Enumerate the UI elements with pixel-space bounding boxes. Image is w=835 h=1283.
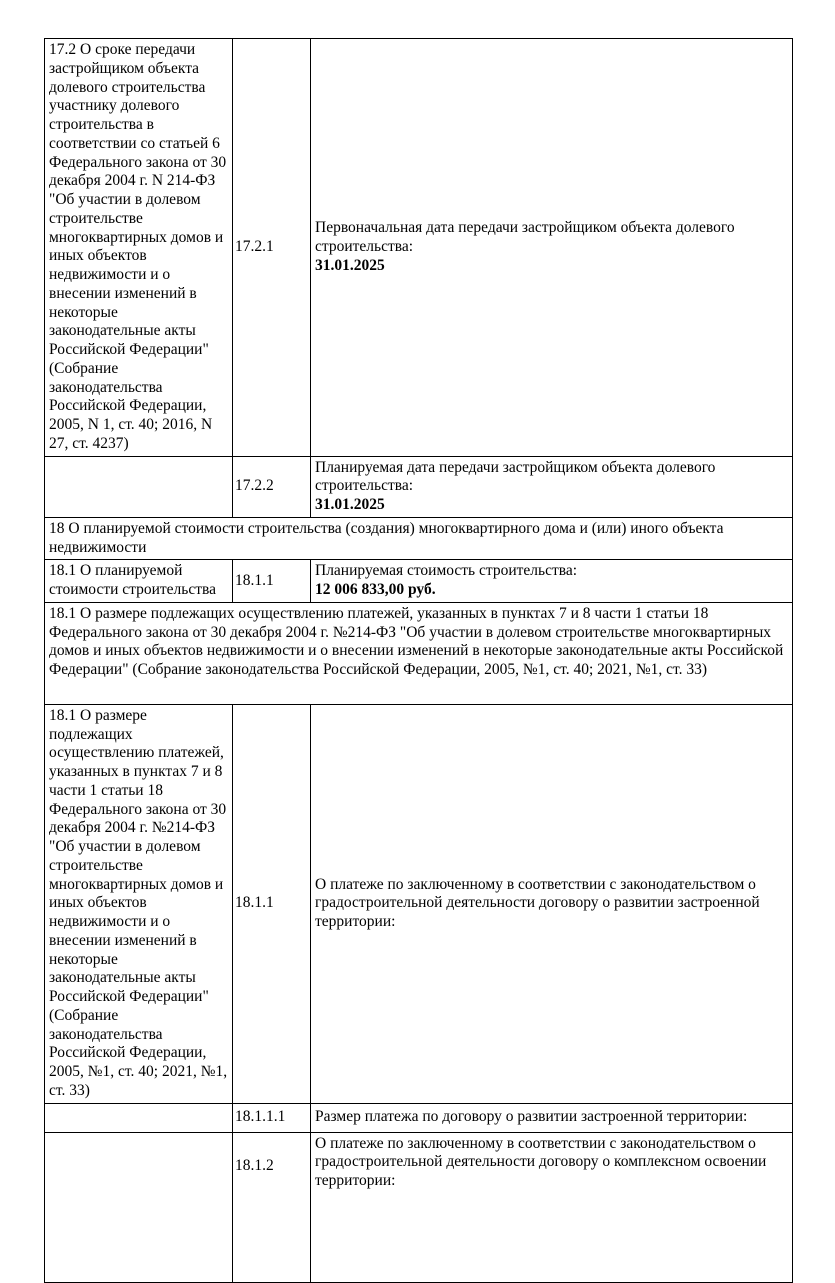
section-header-cell bbox=[45, 517, 793, 560]
table-row-17-2-1 bbox=[45, 39, 793, 457]
item-label: О платеже по заключенному в соответствии с законодательством о градостроительной деятельности договору о развитии застроенной территории: bbox=[315, 875, 760, 930]
item-value-cell bbox=[311, 1103, 793, 1132]
item-value: 12 006 833,00 руб. bbox=[315, 581, 436, 598]
item-code-cell bbox=[233, 704, 311, 1103]
item-code-cell bbox=[233, 1103, 311, 1132]
table-row-section-18-1 bbox=[45, 602, 793, 704]
item-value: 31.01.2025 bbox=[315, 496, 385, 513]
item-code: 18.1.1 bbox=[235, 571, 274, 589]
item-label: О платеже по заключенному в соответствии с законодательством о градостроительной деятельности договору о комплексном освоении территории: bbox=[315, 1134, 767, 1189]
section-description-cell bbox=[45, 1103, 233, 1132]
item-value-cell bbox=[311, 39, 793, 457]
section-description-cell bbox=[45, 1132, 233, 1282]
item-code: 18.1.2 bbox=[235, 1156, 274, 1174]
item-code-cell bbox=[233, 39, 311, 457]
item-label: Размер платежа по договору о развитии застроенной территории: bbox=[315, 1108, 748, 1126]
section-description: 18.1 О планируемой стоимости строительства bbox=[49, 562, 217, 598]
section-description-cell bbox=[45, 704, 233, 1103]
item-label: Планируемая стоимость строительства: bbox=[315, 562, 578, 580]
table-row-18-1-1-1 bbox=[45, 1103, 793, 1132]
item-value-cell bbox=[311, 560, 793, 603]
item-label: Первоначальная дата передачи застройщиком объекта долевого строительства: bbox=[315, 219, 735, 255]
section-header: 18.1 О размере подлежащих осуществлению платежей, указанных в пунктах 7 и 8 части 1 статьи 18 Федерального закона от 30 декабря 2004 г. №214-ФЗ "Об участии в долевом строительстве многоквартирных домов и иных объектов недвижимости и о внесении изменений в некоторые законодательные акты Российской Федерации" (Собрание законодательства Российской Федерации, 2005, №1, ст. 40; 2021, №1, ст. 33) bbox=[49, 604, 784, 678]
item-code-cell bbox=[233, 456, 311, 517]
item-code: 17.2.2 bbox=[235, 477, 274, 495]
declaration-table bbox=[44, 38, 793, 1283]
table-row-section-18 bbox=[45, 517, 793, 560]
item-label: Планируемая дата передачи застройщиком объекта долевого строительства: bbox=[315, 458, 716, 495]
section-header-cell bbox=[45, 602, 793, 704]
item-value-cell bbox=[311, 1132, 793, 1282]
section-description: 18.1 О размере подлежащих осуществлению платежей, указанных в пунктах 7 и 8 части 1 статьи 18 Федерального закона от 30 декабря 2004 г. №214-ФЗ "Об участии в долевом строительстве многоквартирных домов и иных объектов недвижимости и о внесении изменений в некоторые законодательные акты Российской Федерации" (Собрание законодательства Российской Федерации, 2005, №1, ст. 40; 2021, №1, ст. 33) bbox=[49, 706, 228, 1099]
item-code: 17.2.1 bbox=[235, 237, 274, 255]
item-value-cell bbox=[311, 456, 793, 517]
item-code: 18.1.1.1 bbox=[235, 1108, 286, 1126]
table-row-18-1-2 bbox=[45, 1132, 793, 1282]
item-code-cell bbox=[233, 560, 311, 603]
section-description-cell bbox=[45, 39, 233, 457]
table-row-18-1-1-payments bbox=[45, 704, 793, 1103]
item-code: 18.1.1 bbox=[235, 894, 274, 912]
item-code-cell bbox=[233, 1132, 311, 1282]
table-row-17-2-2 bbox=[45, 456, 793, 517]
section-description: 17.2 О сроке передачи застройщиком объекта долевого строительства участнику долевого строительства в соответствии со статьей 6 Федерального закона от 30 декабря 2004 г. N 214-ФЗ "Об участии в долевом строительстве многоквартирных домов и иных объектов недвижимости и о внесении изменений в некоторые законодательные акты Российской Федерации" (Собрание законодательства Российской Федерации, 2005, N 1, ст. 40; 2016, N 27, ст. 4237) bbox=[49, 41, 227, 452]
section-header: 18 О планируемой стоимости строительства (создания) многоквартирного дома и (или) иного объекта недвижимости bbox=[49, 519, 724, 556]
section-description-cell bbox=[45, 456, 233, 517]
table-row-18-1-1-cost bbox=[45, 560, 793, 603]
item-value-cell bbox=[311, 704, 793, 1103]
item-value: 31.01.2025 bbox=[315, 256, 385, 274]
section-description-cell bbox=[45, 560, 233, 603]
